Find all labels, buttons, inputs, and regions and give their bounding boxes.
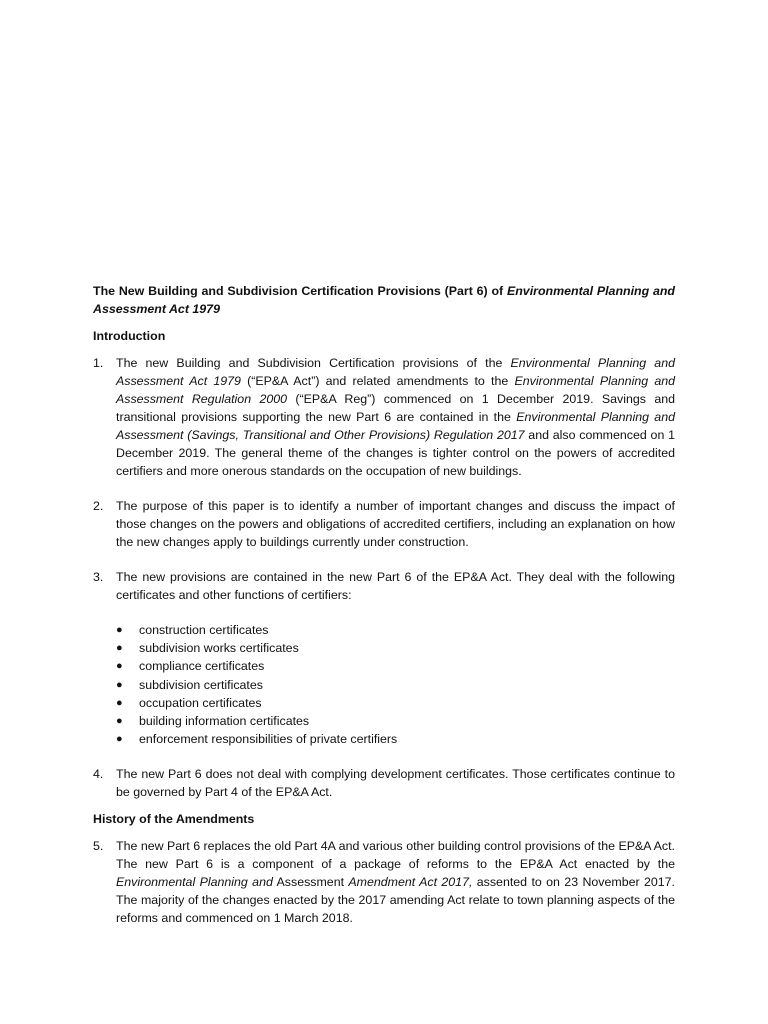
paragraph-number: 4.	[93, 767, 104, 782]
bullet-icon: ●	[116, 624, 123, 636]
document-body	[93, 282, 675, 927]
bullet-icon: ●	[116, 715, 123, 728]
certificate-list	[93, 621, 675, 748]
list-item: ● compliance certificates	[116, 657, 675, 675]
paragraph-5: 5. The new Part 6 replaces the old Part 4A and various other building control provisions of the EP&A Act. The new Part 6 is a component of a package of reforms to the EP&A Act enacted by the Environmental Planning and Assessment Amendment Act 2017, assented to on 23 November 2017. The majority of the changes enacted by the 2017 amending Act relate to town planning aspects of the reforms and commenced on 1 March 2018.	[93, 839, 675, 926]
document-title: The New Building and Subdivision Certification Provisions (Part 6) of Environmental Planning and Assessment Act 1979	[93, 284, 675, 316]
paragraph-3: 3. The new provisions are contained in the new Part 6 of the EP&A Act. They deal with the following certificates and other functions of certifiers:	[93, 570, 675, 602]
list-item: ● occupation certificates	[116, 694, 675, 712]
section-heading-introduction: Introduction	[93, 329, 166, 343]
section-heading-history: History of the Amendments	[93, 812, 255, 827]
list-item: ● building information certificates	[116, 712, 675, 730]
paragraph-number: 2.	[93, 499, 104, 513]
paragraph-number: 3.	[93, 570, 104, 584]
paragraph-number: 5.	[93, 839, 104, 854]
bullet-icon: ●	[116, 696, 123, 709]
list-item: ● enforcement responsibilities of private certifiers	[116, 730, 675, 748]
paragraph-4: 4. The new Part 6 does not deal with complying development certificates. Those certificates continue to be governed by Part 4 of the EP&A Act.	[93, 767, 675, 800]
bullet-icon: ●	[116, 642, 123, 655]
list-item: ● subdivision works certificates	[116, 639, 675, 657]
bullet-icon: ●	[116, 678, 123, 691]
bullet-icon: ●	[116, 733, 123, 746]
bullet-icon: ●	[116, 660, 123, 673]
paragraph-number: 1.	[93, 356, 104, 370]
list-item: ● subdivision certificates	[116, 676, 675, 694]
paragraph-2: 2. The purpose of this paper is to identify a number of important changes and discuss the impact of those changes on the powers and obligations of accredited certifiers, including an explanation on how the new changes apply to buildings currently under construction.	[93, 499, 675, 549]
paragraph-1: 1. The new Building and Subdivision Certification provisions of the Environmental Planning and Assessment Act 1979 (“EP&A Act”) and related amendments to the Environmental Planning and Assessment Regulation 2000 (“EP&A Reg”) commenced on 1 December 2019. Savings and transitional provisions supporting the new Part 6 are contained in the Environmental Planning and Assessment (Savings, Transitional and Other Provisions) Regulation 2017 and also commenced on 1 December 2019. The general theme of the changes is tighter control on the powers of accredited certifiers and more onerous standards on the occupation of new buildings.	[93, 356, 676, 478]
list-item: ● construction certificates	[116, 621, 675, 639]
